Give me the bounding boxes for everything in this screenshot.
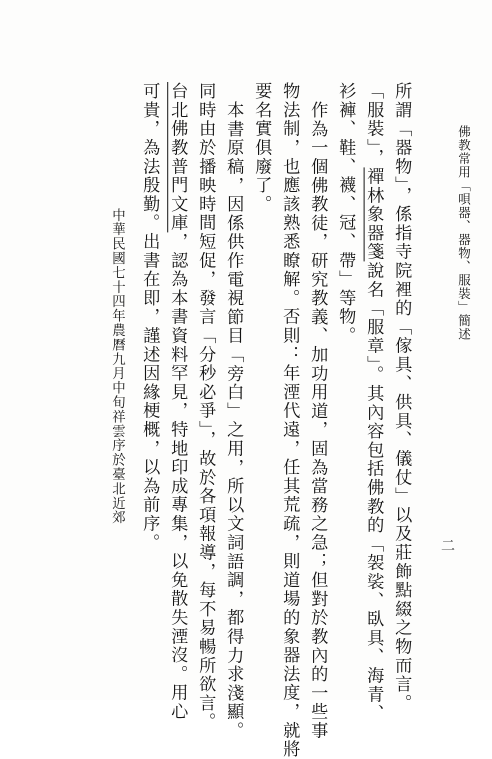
page-number: 二 — [439, 538, 455, 552]
text-segment: 可貴，為法殷勤。出書在即，謹述因緣梗概，以為前序。 — [139, 82, 160, 552]
text-segment: 要名實俱廢了。 — [251, 82, 272, 214]
text-column — [139, 82, 160, 552]
text-column — [251, 82, 272, 214]
text-segment: 作為一個佛教徒，研究教義、加功用道，固為當務之急；但對於教內的一些事 — [307, 101, 328, 741]
book-title-underlined: 禪林象器箋 — [363, 167, 384, 262]
text-column — [335, 82, 356, 346]
text-segment: 同時由於播映時間短促，發言「分秒必爭」，故於各項報導，每不易暢所欲言。 — [195, 82, 216, 732]
text-segment: 物法制，也應該熟悉瞭解。否則：年湮代遠，任其荒疏，則道場的象器法度，就將 — [279, 82, 300, 759]
text-column — [391, 82, 412, 713]
text-column — [195, 82, 216, 732]
text-column — [363, 82, 384, 723]
text-column — [279, 82, 300, 759]
text-segment: 說名「服章」。其內容包括佛教的「袈裟、臥具、海青、 — [363, 261, 384, 723]
text-segment: 所謂「器物」，係指寺院裡的「傢具、供具、儀仗」以及莊飾點綴之物而言。 — [391, 82, 412, 713]
text-segment: 「服裝」， — [363, 82, 384, 168]
text-column — [307, 101, 328, 741]
running-header: 佛教常用「唄器、器物、服裝」簡述 — [456, 125, 472, 341]
text-column — [223, 101, 244, 741]
text-column — [167, 82, 188, 722]
publisher-name-underlined: 台北佛教普門文庫 — [167, 82, 188, 233]
text-segment: 衫褲、鞋、襪、冠、帶」等物。 — [335, 82, 356, 346]
text-segment: ，認為本書資料罕見，特地印成專集，以免散失湮沒。用心 — [167, 232, 188, 722]
preface-signature: 中華民國七十四年農曆九月中旬祥雲序於臺北近郊 — [109, 208, 125, 525]
text-segment: 本書原稿，因係供作電視節目「旁白」之用，所以文詞語調，都得力求淺顯。 — [223, 101, 244, 741]
